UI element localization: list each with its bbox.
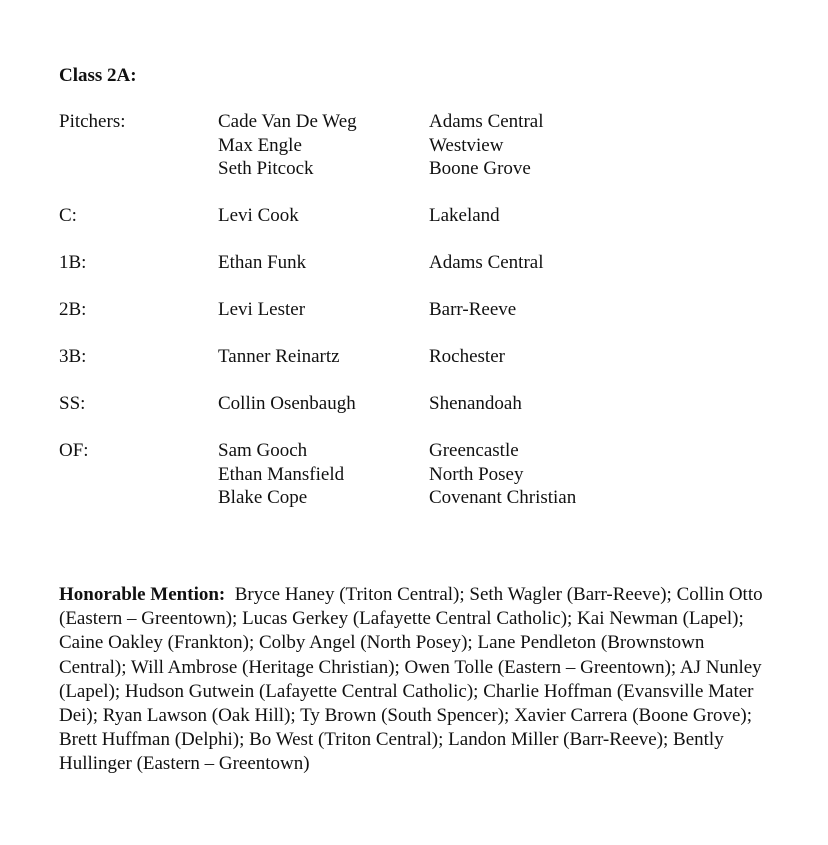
all-state-roster xyxy=(59,110,799,510)
school-name: Westview xyxy=(429,134,504,156)
player-name: Ethan Funk xyxy=(218,252,307,273)
position-row-outfield xyxy=(59,439,799,510)
school-names xyxy=(429,392,799,416)
school-names xyxy=(429,204,799,228)
player-name: Seth Pitcock xyxy=(218,158,314,179)
player-name: Levi Lester xyxy=(218,299,306,320)
player-name: Max Engle xyxy=(218,134,302,156)
position-label: Pitchers: xyxy=(59,111,126,132)
school-names xyxy=(429,298,799,322)
position-label: 1B: xyxy=(59,252,87,273)
school-names xyxy=(429,110,799,181)
position-row-first-base xyxy=(59,251,799,275)
honorable-mention-paragraph xyxy=(59,583,764,777)
player-name: Levi Cook xyxy=(218,205,299,226)
school-names xyxy=(429,439,799,510)
position-label: SS: xyxy=(59,393,86,414)
player-names xyxy=(218,204,429,228)
school-name: Barr-Reeve xyxy=(429,299,517,320)
position-row-pitchers xyxy=(59,110,799,181)
school-name: Rochester xyxy=(429,346,505,367)
position-row-third-base xyxy=(59,345,799,369)
school-name: Adams Central xyxy=(429,111,544,132)
player-name: Blake Cope xyxy=(218,487,308,508)
position-label: C: xyxy=(59,205,77,226)
player-name: Collin Osenbaugh xyxy=(218,393,356,414)
class-heading: Class 2A: xyxy=(59,65,137,86)
player-names xyxy=(218,392,429,416)
school-name: Adams Central xyxy=(429,252,544,273)
player-name: Ethan Mansfield xyxy=(218,463,345,485)
player-names xyxy=(218,345,429,369)
position-label: 2B: xyxy=(59,299,87,320)
player-name: Sam Gooch xyxy=(218,440,308,461)
school-names xyxy=(429,251,799,275)
school-names xyxy=(429,345,799,369)
school-name: Lakeland xyxy=(429,205,500,226)
honorable-mention-label: Honorable Mention: xyxy=(59,584,226,605)
player-name: Tanner Reinartz xyxy=(218,346,340,367)
position-row-shortstop xyxy=(59,392,799,416)
position-label: OF: xyxy=(59,440,89,461)
school-name: Boone Grove xyxy=(429,158,531,179)
player-names xyxy=(218,298,429,322)
school-name: Greencastle xyxy=(429,440,519,461)
school-name: Shenandoah xyxy=(429,393,522,414)
honorable-mention-text: Bryce Haney (Triton Central); Seth Wagler (Barr-Reeve); Collin Otto (Eastern – Greentown); Lucas Gerkey (Lafayette Central Catholic); Kai Newman (Lapel); Caine Oakley (Frankton); Colby Angel (North Posey); Lane Pendleton (Brownstown Central); Will Ambrose (Heritage Christian); Owen Tolle (Eastern – Greentown); AJ Nunley (Lapel); Hudson Gutwein (Lafayette Central Catholic); Charlie Hoffman (Evansville Mater Dei); Ryan Lawson (Oak Hill); Ty Brown (South Spencer); Xavier Carrera (Boone Grove); Brett Huffman (Delphi); Bo West (Triton Central); Landon Miller (Barr-Reeve); Bently Hullinger (Eastern – Greentown) xyxy=(59,584,763,775)
position-label: 3B: xyxy=(59,346,87,367)
player-names xyxy=(218,251,429,275)
player-names xyxy=(218,439,429,510)
position-row-catcher xyxy=(59,204,799,228)
position-row-second-base xyxy=(59,298,799,322)
player-name: Cade Van De Weg xyxy=(218,111,357,132)
school-name: Covenant Christian xyxy=(429,487,577,508)
school-name: North Posey xyxy=(429,463,524,485)
player-names xyxy=(218,110,429,181)
